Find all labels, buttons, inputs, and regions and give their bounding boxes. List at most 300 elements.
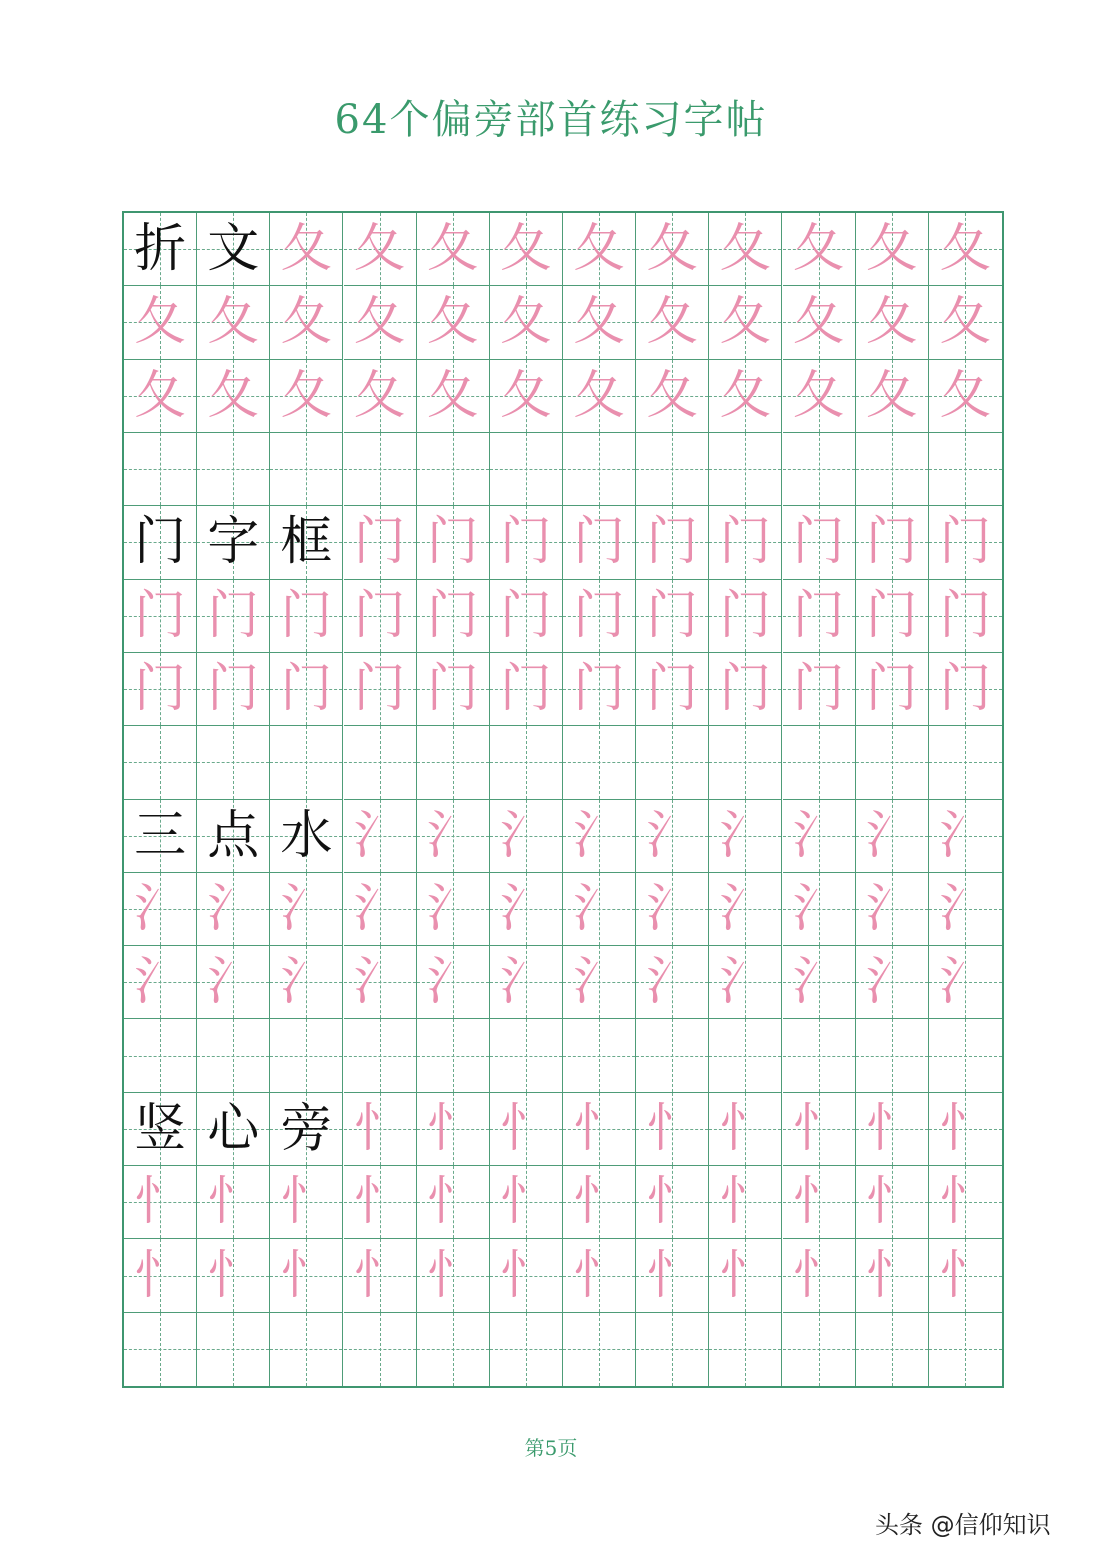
grid-cell [709,800,782,873]
grid-cell [344,213,417,286]
grid-cell [783,1019,856,1092]
grid-cell [270,433,343,506]
trace-glyph: 忄 [646,1098,699,1159]
trace-glyph: 夂 [792,292,845,353]
trace-glyph: 氵 [792,878,845,939]
grid-cell [709,213,782,286]
trace-glyph: 夂 [939,365,992,426]
grid-cell [783,360,856,433]
radical-name-char: 点 [207,805,260,866]
trace-glyph: 忄 [353,1245,406,1306]
grid-cell [929,873,1002,946]
grid-cell [929,213,1002,286]
grid-cell [856,726,929,799]
trace-glyph: 夂 [499,219,552,280]
trace-glyph: 夂 [499,365,552,426]
grid-cell [856,1313,929,1386]
trace-glyph: 忄 [939,1245,992,1306]
grid-cell [344,1239,417,1312]
grid-cell [124,946,197,1019]
grid-cell [856,213,929,286]
grid-cell [563,800,636,873]
trace-glyph: 夂 [573,365,626,426]
grid-cell [783,1166,856,1239]
grid-cell [856,653,929,726]
grid-cell [197,653,270,726]
grid-cell [636,1166,709,1239]
grid-cell [417,1166,490,1239]
grid-cell [929,580,1002,653]
grid-cell [490,653,563,726]
trace-glyph: 门 [353,659,406,720]
trace-glyph: 氵 [499,878,552,939]
trace-glyph: 夂 [939,219,992,280]
grid-cell [124,873,197,946]
grid-cell [856,1019,929,1092]
grid-cell [709,726,782,799]
grid-cell [270,1019,343,1092]
trace-glyph: 忄 [573,1172,626,1233]
grid-cell [563,1019,636,1092]
grid-cell [783,433,856,506]
grid-cell [783,286,856,359]
trace-glyph: 夂 [719,219,772,280]
grid-cell [270,506,343,579]
grid-cell [636,1313,709,1386]
grid-cell [417,873,490,946]
grid-cell [709,653,782,726]
grid-cell [417,653,490,726]
grid-cell [417,433,490,506]
grid-cell [344,1093,417,1166]
grid-cell [856,800,929,873]
trace-glyph: 夂 [353,292,406,353]
trace-glyph: 门 [573,659,626,720]
trace-glyph: 门 [353,585,406,646]
grid-cell [490,1019,563,1092]
grid-cell [636,726,709,799]
trace-glyph: 门 [426,659,479,720]
trace-glyph: 夂 [499,292,552,353]
grid-cell [709,360,782,433]
grid-cell [929,506,1002,579]
trace-glyph: 夂 [426,292,479,353]
trace-glyph: 忄 [646,1245,699,1306]
grid-cell [344,726,417,799]
grid-cell [124,1166,197,1239]
trace-glyph: 氵 [573,952,626,1013]
grid-cell [197,433,270,506]
grid-cell [490,1313,563,1386]
grid-cell [490,580,563,653]
grid-cell [270,653,343,726]
grid-cell [856,1239,929,1312]
trace-glyph: 门 [207,659,260,720]
trace-glyph: 门 [865,659,918,720]
grid-cell [929,433,1002,506]
grid-cell [270,800,343,873]
grid-cell [709,433,782,506]
grid-cell [197,580,270,653]
trace-glyph: 氵 [792,952,845,1013]
grid-cell [783,580,856,653]
trace-glyph: 夂 [207,365,260,426]
trace-glyph: 门 [719,512,772,573]
grid-cell [709,506,782,579]
grid-cell [563,360,636,433]
grid-cell [709,286,782,359]
grid-cell [490,286,563,359]
grid-cell [197,1093,270,1166]
grid-cell [563,946,636,1019]
trace-glyph: 门 [573,512,626,573]
trace-glyph: 氵 [939,952,992,1013]
trace-glyph: 忄 [573,1245,626,1306]
trace-glyph: 门 [207,585,260,646]
grid-cell [636,286,709,359]
grid-cell [636,873,709,946]
grid-cell [563,580,636,653]
trace-glyph: 门 [792,585,845,646]
trace-glyph: 氵 [865,878,918,939]
radical-name-char: 折 [134,219,187,280]
grid-cell [270,1239,343,1312]
trace-glyph: 夂 [134,365,187,426]
trace-glyph: 门 [573,585,626,646]
grid-cell [344,1313,417,1386]
grid-cell [563,1093,636,1166]
grid-cell [490,873,563,946]
grid-cell [783,1239,856,1312]
grid-cell [709,1093,782,1166]
trace-glyph: 门 [426,585,479,646]
grid-cell [197,286,270,359]
grid-cell [783,946,856,1019]
trace-glyph: 夂 [426,365,479,426]
trace-glyph: 门 [865,585,918,646]
trace-glyph: 忄 [865,1098,918,1159]
trace-glyph: 夂 [719,365,772,426]
trace-glyph: 门 [499,659,552,720]
trace-glyph: 氵 [426,805,479,866]
grid-cell [490,433,563,506]
trace-glyph: 夂 [573,292,626,353]
grid-cell [563,213,636,286]
trace-glyph: 氵 [792,805,845,866]
grid-cell [124,506,197,579]
grid-cell [124,800,197,873]
trace-glyph: 忄 [499,1245,552,1306]
trace-glyph: 忄 [134,1172,187,1233]
radical-name-char: 旁 [280,1098,333,1159]
trace-glyph: 门 [134,659,187,720]
trace-glyph: 氵 [719,878,772,939]
trace-glyph: 氵 [353,805,406,866]
grid-cell [197,726,270,799]
grid-cell [417,946,490,1019]
trace-glyph: 忄 [573,1098,626,1159]
trace-glyph: 门 [939,585,992,646]
grid-cell [783,506,856,579]
trace-glyph: 夂 [865,365,918,426]
grid-cell [344,360,417,433]
grid-cell [197,213,270,286]
page-number: 第5页 [524,1436,578,1460]
grid-cell [929,286,1002,359]
trace-glyph: 夂 [719,292,772,353]
grid-cell [563,1166,636,1239]
trace-glyph: 氵 [719,805,772,866]
practice-grid [122,211,1004,1388]
trace-glyph: 门 [134,585,187,646]
grid-cell [929,800,1002,873]
grid-cell [636,360,709,433]
trace-glyph: 氵 [426,952,479,1013]
trace-glyph: 忄 [792,1245,845,1306]
grid-cell [417,1313,490,1386]
trace-glyph: 忄 [207,1172,260,1233]
grid-cell [929,1093,1002,1166]
grid-cell [636,1093,709,1166]
grid-cell [563,506,636,579]
grid-cell [344,506,417,579]
grid-cell [490,1239,563,1312]
grid-cell [124,653,197,726]
grid-cell [929,946,1002,1019]
trace-glyph: 忄 [426,1172,479,1233]
trace-glyph: 忄 [865,1172,918,1233]
grid-cell [563,653,636,726]
radical-name-char: 字 [207,512,260,573]
grid-cell [856,580,929,653]
trace-glyph: 氵 [646,952,699,1013]
grid-cell [270,1313,343,1386]
trace-glyph: 门 [939,659,992,720]
trace-glyph: 忄 [719,1172,772,1233]
grid-cell [783,873,856,946]
radical-name-char: 三 [134,805,187,866]
trace-glyph: 氵 [207,952,260,1013]
grid-cell [636,946,709,1019]
trace-glyph: 夂 [280,219,333,280]
grid-cell [490,800,563,873]
trace-glyph: 氵 [865,805,918,866]
grid-cell [417,580,490,653]
trace-glyph: 门 [792,512,845,573]
trace-glyph: 门 [499,512,552,573]
trace-glyph: 氵 [207,878,260,939]
grid-cell [344,1166,417,1239]
grid-cell [417,213,490,286]
trace-glyph: 氵 [939,805,992,866]
trace-glyph: 忄 [792,1172,845,1233]
trace-glyph: 忄 [134,1245,187,1306]
trace-glyph: 氵 [719,952,772,1013]
grid-cell [490,1166,563,1239]
grid-cell [197,1313,270,1386]
grid-cell [709,1313,782,1386]
trace-glyph: 忄 [792,1098,845,1159]
grid-cell [563,1239,636,1312]
trace-glyph: 氵 [134,952,187,1013]
grid-cell [490,946,563,1019]
grid-cell [636,433,709,506]
grid-cell [197,1239,270,1312]
grid-cell [417,800,490,873]
grid-cell [490,506,563,579]
trace-glyph: 夂 [646,292,699,353]
grid-cell [124,360,197,433]
grid-cell [490,1093,563,1166]
trace-glyph: 忄 [207,1245,260,1306]
grid-cell [783,653,856,726]
grid-cell [124,213,197,286]
grid-cell [344,653,417,726]
grid-cell [636,1019,709,1092]
grid-cell [929,1166,1002,1239]
page-title: 64个偏旁部首练习字帖 [334,97,768,143]
grid-cell [709,946,782,1019]
trace-glyph: 氵 [939,878,992,939]
trace-glyph: 夂 [280,292,333,353]
trace-glyph: 忄 [280,1245,333,1306]
trace-glyph: 夂 [573,219,626,280]
trace-glyph: 夂 [646,219,699,280]
grid-cell [270,213,343,286]
trace-glyph: 门 [353,512,406,573]
grid-cell [856,286,929,359]
radical-name-char: 门 [134,512,187,573]
grid-cell [709,1166,782,1239]
trace-glyph: 门 [792,659,845,720]
grid-cell [856,506,929,579]
trace-glyph: 忄 [426,1245,479,1306]
trace-glyph: 门 [280,659,333,720]
grid-cell [709,1019,782,1092]
trace-glyph: 夂 [646,365,699,426]
trace-glyph: 氵 [865,952,918,1013]
watermark: 头条 @信仰知识 [875,1511,1051,1539]
trace-glyph: 门 [280,585,333,646]
grid-cell [417,1093,490,1166]
trace-glyph: 忄 [353,1172,406,1233]
grid-cell [929,1019,1002,1092]
trace-glyph: 夂 [207,292,260,353]
grid-cell [783,1313,856,1386]
grid-cell [344,580,417,653]
grid-cell [929,360,1002,433]
grid-cell [417,1019,490,1092]
grid-cell [124,1239,197,1312]
grid-cell [856,360,929,433]
grid-cell [124,433,197,506]
grid-cell [124,580,197,653]
radical-name-char: 文 [207,219,260,280]
grid-cell [709,873,782,946]
grid-cell [856,1093,929,1166]
trace-glyph: 氵 [646,878,699,939]
grid-cell [417,360,490,433]
grid-cell [856,873,929,946]
grid-cell [856,946,929,1019]
trace-glyph: 氵 [499,805,552,866]
grid-cell [709,1239,782,1312]
trace-glyph: 门 [499,585,552,646]
grid-cell [124,1093,197,1166]
grid-cell [709,580,782,653]
trace-glyph: 氵 [134,878,187,939]
grid-cell [124,726,197,799]
grid-cell [197,1019,270,1092]
grid-cell [636,506,709,579]
trace-glyph: 夂 [939,292,992,353]
grid-cell [490,360,563,433]
trace-glyph: 门 [646,512,699,573]
trace-glyph: 夂 [280,365,333,426]
trace-glyph: 门 [865,512,918,573]
trace-glyph: 忄 [865,1245,918,1306]
grid-cell [197,873,270,946]
trace-glyph: 门 [646,585,699,646]
trace-glyph: 门 [426,512,479,573]
grid-cell [344,873,417,946]
grid-cell [197,360,270,433]
trace-glyph: 忄 [646,1172,699,1233]
grid-cell [636,580,709,653]
trace-glyph: 氵 [573,878,626,939]
radical-name-char: 框 [280,512,333,573]
grid-cell [856,1166,929,1239]
grid-cell [783,1093,856,1166]
trace-glyph: 氵 [353,952,406,1013]
grid-cell [929,726,1002,799]
trace-glyph: 夂 [134,292,187,353]
trace-glyph: 氵 [573,805,626,866]
grid-cell [636,1239,709,1312]
grid-cell [856,433,929,506]
radical-name-char: 水 [280,805,333,866]
grid-cell [783,800,856,873]
grid-cell [563,286,636,359]
grid-cell [563,873,636,946]
grid-cell [124,1019,197,1092]
grid-cell [270,873,343,946]
trace-glyph: 门 [939,512,992,573]
grid-cell [783,726,856,799]
grid-cell [197,506,270,579]
grid-cell [563,726,636,799]
grid-cell [124,286,197,359]
grid-cell [490,213,563,286]
trace-glyph: 忄 [353,1098,406,1159]
grid-cell [270,946,343,1019]
trace-glyph: 忄 [939,1098,992,1159]
grid-cell [197,800,270,873]
trace-glyph: 夂 [792,365,845,426]
grid-cell [344,286,417,359]
trace-glyph: 氵 [499,952,552,1013]
grid-cell [563,433,636,506]
trace-glyph: 夂 [865,292,918,353]
trace-glyph: 氵 [280,952,333,1013]
grid-cell [636,213,709,286]
grid-cell [417,286,490,359]
grid-cell [417,726,490,799]
trace-glyph: 夂 [353,219,406,280]
grid-cell [344,1019,417,1092]
grid-cell [783,213,856,286]
trace-glyph: 忄 [719,1098,772,1159]
